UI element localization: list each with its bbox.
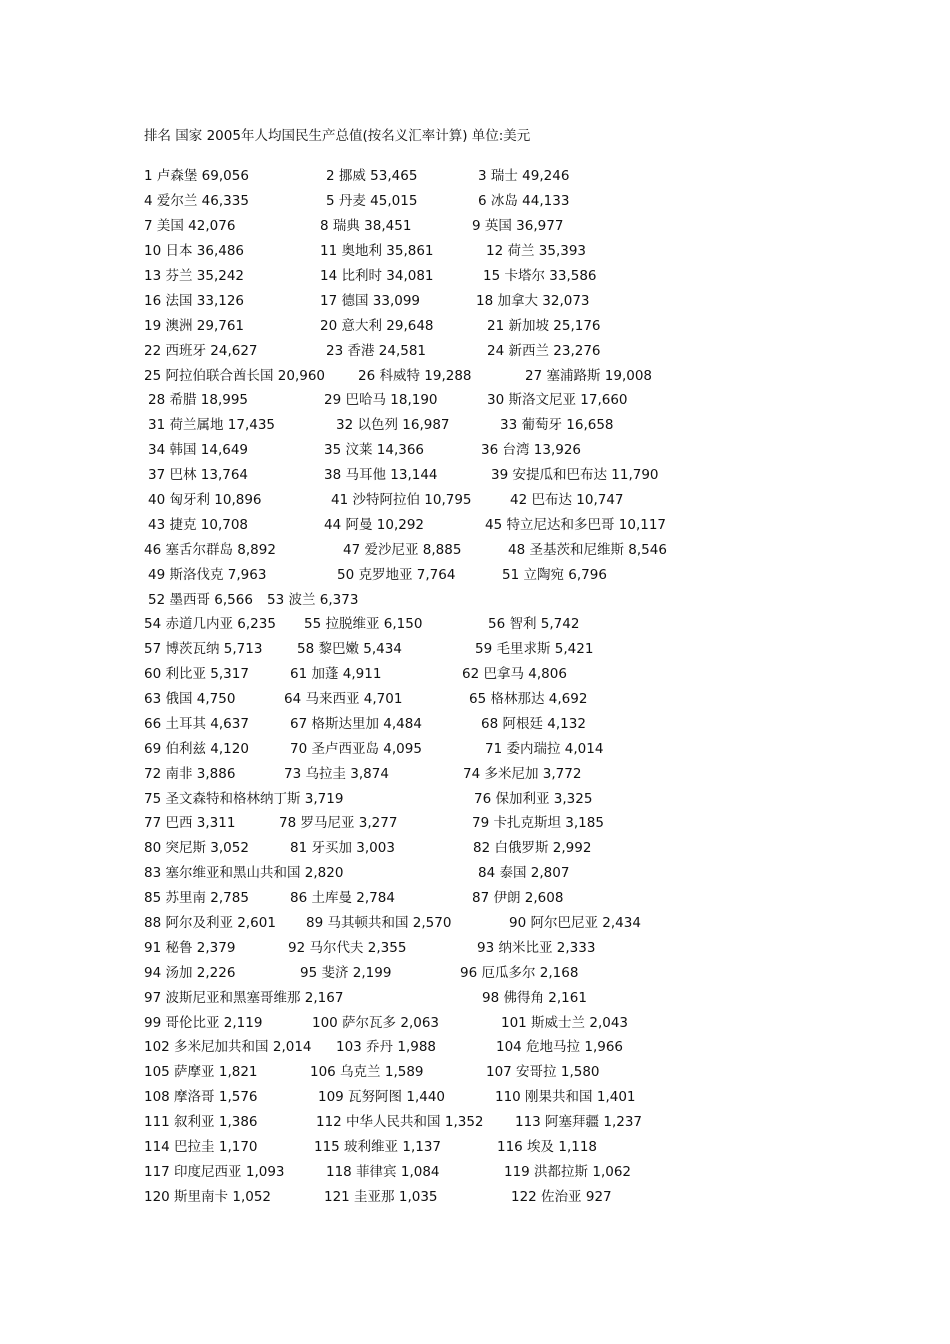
- ranking-entry: 64 马来西亚 4,701: [284, 691, 403, 707]
- ranking-entry: 5 丹麦 45,015: [326, 193, 418, 209]
- ranking-entry: 25 阿拉伯联合酋长国 20,960: [144, 368, 325, 384]
- ranking-entry: 80 突尼斯 3,052: [144, 840, 249, 856]
- ranking-row: [0, 590, 950, 610]
- ranking-row: [0, 913, 950, 933]
- ranking-entry: 10 日本 36,486: [144, 243, 244, 259]
- ranking-entry: 7 美国 42,076: [144, 218, 236, 234]
- ranking-entry: 84 泰国 2,807: [478, 865, 570, 881]
- ranking-entry: 107 安哥拉 1,580: [486, 1064, 600, 1080]
- ranking-entry: 19 澳洲 29,761: [144, 318, 244, 334]
- ranking-entry: 120 斯里南卡 1,052: [144, 1189, 271, 1205]
- ranking-entry: 96 厄瓜多尔 2,168: [460, 965, 579, 981]
- ranking-entry: 119 洪都拉斯 1,062: [504, 1164, 631, 1180]
- ranking-entry: 43 捷克 10,708: [148, 517, 248, 533]
- ranking-entry: 3 瑞士 49,246: [478, 168, 570, 184]
- ranking-entry: 82 白俄罗斯 2,992: [473, 840, 592, 856]
- ranking-entry: 77 巴西 3,311: [144, 815, 236, 831]
- ranking-entry: 24 新西兰 23,276: [487, 343, 601, 359]
- ranking-row: [0, 540, 950, 560]
- ranking-entry: 16 法国 33,126: [144, 293, 244, 309]
- ranking-entry: 52 墨西哥 6,566: [148, 592, 253, 608]
- ranking-entry: 2 挪威 53,465: [326, 168, 418, 184]
- ranking-entry: 68 阿根廷 4,132: [481, 716, 586, 732]
- ranking-entry: 73 乌拉圭 3,874: [284, 766, 389, 782]
- ranking-entry: 20 意大利 29,648: [320, 318, 434, 334]
- ranking-entry: 118 菲律宾 1,084: [326, 1164, 440, 1180]
- ranking-entry: 121 圭亚那 1,035: [324, 1189, 438, 1205]
- ranking-entry: 59 毛里求斯 5,421: [475, 641, 594, 657]
- ranking-entry: 38 马耳他 13,144: [324, 467, 438, 483]
- ranking-entry: 50 克罗地亚 7,764: [337, 567, 456, 583]
- ranking-entry: 78 罗马尼亚 3,277: [279, 815, 398, 831]
- ranking-row: [0, 241, 950, 261]
- ranking-entry: 45 特立尼达和多巴哥 10,117: [485, 517, 666, 533]
- ranking-entry: 91 秘鲁 2,379: [144, 940, 236, 956]
- ranking-entry: 104 危地马拉 1,966: [496, 1039, 623, 1055]
- ranking-entry: 51 立陶宛 6,796: [502, 567, 607, 583]
- ranking-entry: 33 葡萄牙 16,658: [500, 417, 614, 433]
- ranking-entry: 57 博茨瓦纳 5,713: [144, 641, 263, 657]
- ranking-entry: 111 叙利亚 1,386: [144, 1114, 258, 1130]
- ranking-row: [0, 813, 950, 833]
- ranking-entry: 83 塞尔维亚和黑山共和国 2,820: [144, 865, 344, 881]
- ranking-entry: 81 牙买加 3,003: [290, 840, 395, 856]
- ranking-entry: 44 阿曼 10,292: [324, 517, 424, 533]
- ranking-entry: 67 格斯达里加 4,484: [290, 716, 422, 732]
- ranking-entry: 48 圣基茨和尼维斯 8,546: [508, 542, 667, 558]
- ranking-entry: 94 汤加 2,226: [144, 965, 236, 981]
- ranking-entry: 122 佐治亚 927: [511, 1189, 612, 1205]
- ranking-row: [0, 1187, 950, 1207]
- ranking-entry: 40 匈牙利 10,896: [148, 492, 262, 508]
- ranking-entry: 61 加蓬 4,911: [290, 666, 382, 682]
- ranking-row: [0, 440, 950, 460]
- ranking-entry: 41 沙特阿拉伯 10,795: [331, 492, 472, 508]
- ranking-row: [0, 1013, 950, 1033]
- ranking-row: [0, 390, 950, 410]
- ranking-entry: 101 斯威士兰 2,043: [501, 1015, 628, 1031]
- ranking-entry: 42 巴布达 10,747: [510, 492, 624, 508]
- ranking-row: [0, 565, 950, 585]
- ranking-row: [0, 341, 950, 361]
- ranking-entry: 116 埃及 1,118: [497, 1139, 597, 1155]
- ranking-entry: 113 阿塞拜疆 1,237: [515, 1114, 642, 1130]
- ranking-entry: 60 利比亚 5,317: [144, 666, 249, 682]
- ranking-entry: 85 苏里南 2,785: [144, 890, 249, 906]
- ranking-row: [0, 963, 950, 983]
- ranking-entry: 117 印度尼西亚 1,093: [144, 1164, 285, 1180]
- ranking-entry: 55 拉脱维亚 6,150: [304, 616, 423, 632]
- ranking-row: [0, 764, 950, 784]
- ranking-entry: 86 土库曼 2,784: [290, 890, 395, 906]
- ranking-row: [0, 1087, 950, 1107]
- ranking-row: [0, 664, 950, 684]
- ranking-entry: 39 安提瓜和巴布达 11,790: [491, 467, 659, 483]
- ranking-entry: 102 多米尼加共和国 2,014: [144, 1039, 312, 1055]
- ranking-entry: 90 阿尔巴尼亚 2,434: [509, 915, 641, 931]
- ranking-entry: 53 波兰 6,373: [267, 592, 359, 608]
- ranking-entry: 23 香港 24,581: [326, 343, 426, 359]
- ranking-row: [0, 1162, 950, 1182]
- ranking-entry: 18 加拿大 32,073: [476, 293, 590, 309]
- ranking-entry: 58 黎巴嫩 5,434: [297, 641, 402, 657]
- ranking-row: [0, 490, 950, 510]
- ranking-entry: 8 瑞典 38,451: [320, 218, 412, 234]
- ranking-entry: 28 希腊 18,995: [148, 392, 248, 408]
- ranking-entry: 88 阿尔及利亚 2,601: [144, 915, 276, 931]
- ranking-row: [0, 614, 950, 634]
- ranking-entry: 36 台湾 13,926: [481, 442, 581, 458]
- ranking-entry: 66 土耳其 4,637: [144, 716, 249, 732]
- ranking-entry: 35 汶莱 14,366: [324, 442, 424, 458]
- ranking-entry: 11 奥地利 35,861: [320, 243, 434, 259]
- ranking-row: [0, 739, 950, 759]
- ranking-entry: 75 圣文森特和格林纳丁斯 3,719: [144, 791, 344, 807]
- ranking-entry: 56 智利 5,742: [488, 616, 580, 632]
- ranking-row: [0, 366, 950, 386]
- ranking-row: [0, 639, 950, 659]
- ranking-entry: 115 玻利维亚 1,137: [314, 1139, 441, 1155]
- ranking-entry: 9 英国 36,977: [472, 218, 564, 234]
- ranking-entry: 97 波斯尼亚和黑塞哥维那 2,167: [144, 990, 344, 1006]
- ranking-entry: 74 多米尼加 3,772: [463, 766, 582, 782]
- ranking-entry: 21 新加坡 25,176: [487, 318, 601, 334]
- ranking-row: [0, 888, 950, 908]
- ranking-entry: 69 伯利兹 4,120: [144, 741, 249, 757]
- ranking-entry: 49 斯洛伐克 7,963: [148, 567, 267, 583]
- ranking-entry: 105 萨摩亚 1,821: [144, 1064, 258, 1080]
- ranking-entry: 6 冰岛 44,133: [478, 193, 570, 209]
- ranking-entry: 15 卡塔尔 33,586: [483, 268, 597, 284]
- ranking-entry: 106 乌克兰 1,589: [310, 1064, 424, 1080]
- ranking-entry: 12 荷兰 35,393: [486, 243, 586, 259]
- ranking-row: [0, 1037, 950, 1057]
- ranking-entry: 13 芬兰 35,242: [144, 268, 244, 284]
- ranking-entry: 37 巴林 13,764: [148, 467, 248, 483]
- ranking-entry: 27 塞浦路斯 19,008: [525, 368, 652, 384]
- ranking-entry: 103 乔丹 1,988: [336, 1039, 436, 1055]
- ranking-row: [0, 714, 950, 734]
- ranking-entry: 29 巴哈马 18,190: [324, 392, 438, 408]
- ranking-entry: 22 西班牙 24,627: [144, 343, 258, 359]
- ranking-entry: 79 卡扎克斯坦 3,185: [472, 815, 604, 831]
- ranking-row: [0, 689, 950, 709]
- ranking-entry: 62 巴拿马 4,806: [462, 666, 567, 682]
- ranking-entry: 4 爱尔兰 46,335: [144, 193, 249, 209]
- ranking-entry: 93 纳米比亚 2,333: [477, 940, 596, 956]
- ranking-row: [0, 465, 950, 485]
- ranking-row: [0, 1062, 950, 1082]
- ranking-entry: 100 萨尔瓦多 2,063: [312, 1015, 439, 1031]
- ranking-row: [0, 938, 950, 958]
- ranking-row: [0, 988, 950, 1008]
- ranking-entry: 109 瓦努阿图 1,440: [318, 1089, 445, 1105]
- ranking-entry: 72 南非 3,886: [144, 766, 236, 782]
- ranking-row: [0, 1137, 950, 1157]
- ranking-row: [0, 191, 950, 211]
- page-title: 排名 国家 2005年人均国民生产总值(按名义汇率计算) 单位:美元: [144, 128, 531, 144]
- ranking-entry: 108 摩洛哥 1,576: [144, 1089, 258, 1105]
- ranking-entry: 17 德国 33,099: [320, 293, 420, 309]
- ranking-entry: 26 科威特 19,288: [358, 368, 472, 384]
- ranking-entry: 92 马尔代夫 2,355: [288, 940, 407, 956]
- ranking-entry: 110 刚果共和国 1,401: [495, 1089, 636, 1105]
- ranking-entry: 99 哥伦比亚 2,119: [144, 1015, 263, 1031]
- ranking-entry: 30 斯洛文尼亚 17,660: [487, 392, 628, 408]
- ranking-entry: 32 以色列 16,987: [336, 417, 450, 433]
- ranking-row: [0, 415, 950, 435]
- ranking-entry: 46 塞舌尔群岛 8,892: [144, 542, 276, 558]
- ranking-entry: 71 委内瑞拉 4,014: [485, 741, 604, 757]
- ranking-entry: 47 爱沙尼亚 8,885: [343, 542, 462, 558]
- ranking-entry: 87 伊朗 2,608: [472, 890, 564, 906]
- ranking-row: [0, 216, 950, 236]
- ranking-entry: 65 格林那达 4,692: [469, 691, 588, 707]
- ranking-entry: 112 中华人民共和国 1,352: [316, 1114, 484, 1130]
- ranking-row: [0, 266, 950, 286]
- ranking-entry: 98 佛得角 2,161: [482, 990, 587, 1006]
- ranking-row: [0, 291, 950, 311]
- ranking-entry: 1 卢森堡 69,056: [144, 168, 249, 184]
- ranking-entry: 76 保加利亚 3,325: [474, 791, 593, 807]
- ranking-entry: 89 马其顿共和国 2,570: [306, 915, 452, 931]
- ranking-entry: 114 巴拉圭 1,170: [144, 1139, 258, 1155]
- ranking-row: [0, 316, 950, 336]
- ranking-entry: 54 赤道几内亚 6,235: [144, 616, 276, 632]
- ranking-entry: 95 斐济 2,199: [300, 965, 392, 981]
- ranking-row: [0, 863, 950, 883]
- ranking-row: [0, 166, 950, 186]
- ranking-entry: 70 圣卢西亚岛 4,095: [290, 741, 422, 757]
- ranking-row: [0, 515, 950, 535]
- ranking-entry: 14 比利时 34,081: [320, 268, 434, 284]
- ranking-row: [0, 789, 950, 809]
- ranking-entry: 31 荷兰属地 17,435: [148, 417, 275, 433]
- ranking-row: [0, 1112, 950, 1132]
- ranking-entry: 34 韩国 14,649: [148, 442, 248, 458]
- ranking-row: [0, 838, 950, 858]
- ranking-entry: 63 俄国 4,750: [144, 691, 236, 707]
